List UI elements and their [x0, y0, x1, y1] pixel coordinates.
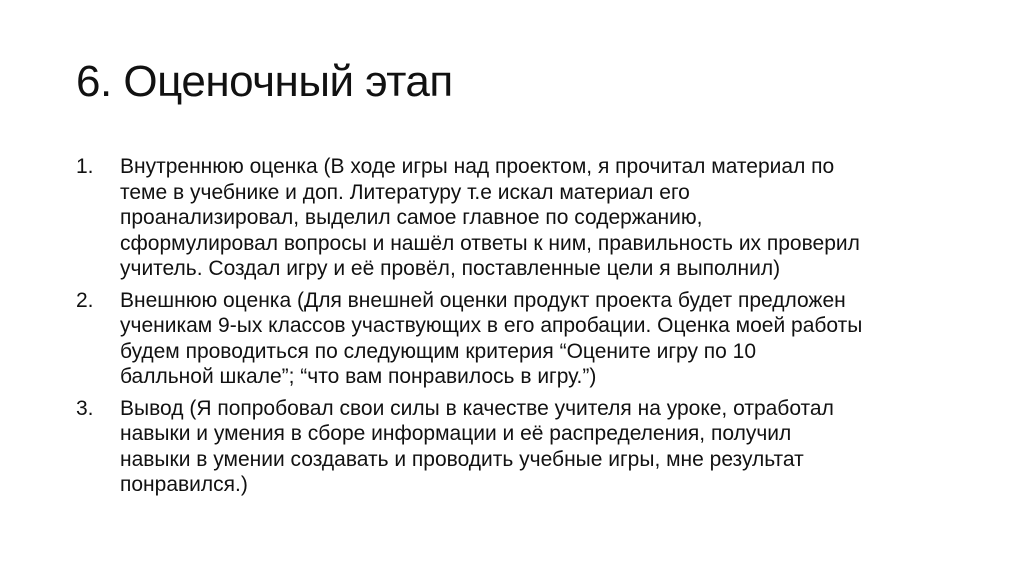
list-item-number: 1. [76, 155, 94, 178]
list-item-line: учитель. Создал игру и её провёл, поставленные цели я выполнил) [120, 257, 781, 280]
list-item-line: Вывод (Я попробовал свои силы в качестве учителя на уроке, отработал [120, 396, 834, 420]
list-item-line: сформулировал вопросы и нашёл ответы к ним, правильность их проверил [120, 231, 860, 255]
slide-title: 6. Оценочный этап [76, 57, 453, 106]
list-item-number: 2. [76, 288, 94, 312]
list-item-number: 3. [76, 396, 94, 420]
list-item-line: ученикам 9-ых классов участвующих в его апробации. Оценка моей работы [120, 314, 863, 337]
list-item-line: Внутреннюю оценка (В ходе игры над проектом, я прочитал материал по [120, 155, 835, 178]
numbered-list [76, 154, 956, 504]
list-item-line: будем проводиться по следующим критерия “Оцените игру по 10 [120, 339, 757, 363]
list-item [76, 154, 956, 282]
list-item-line: балльной шкале”; “что вам понравилось в игру.”) [120, 365, 597, 388]
list-item-line: Внешнюю оценка (Для внешней оценки продукт проекта будет предложен [120, 288, 846, 312]
list-item-line: теме в учебнике и доп. Литературу т.е искал материал его [120, 180, 690, 204]
list-item [76, 288, 956, 390]
list-item-line: понравился.) [120, 473, 248, 496]
list-item-line: навыки в умении создавать и проводить учебные игры, мне результат [120, 447, 804, 471]
list-item [76, 396, 956, 498]
list-item-line: навыки и умения в сборе информации и её распределения, получил [120, 422, 792, 445]
list-item-line: проанализировал, выделил самое главное по содержанию, [120, 206, 703, 229]
